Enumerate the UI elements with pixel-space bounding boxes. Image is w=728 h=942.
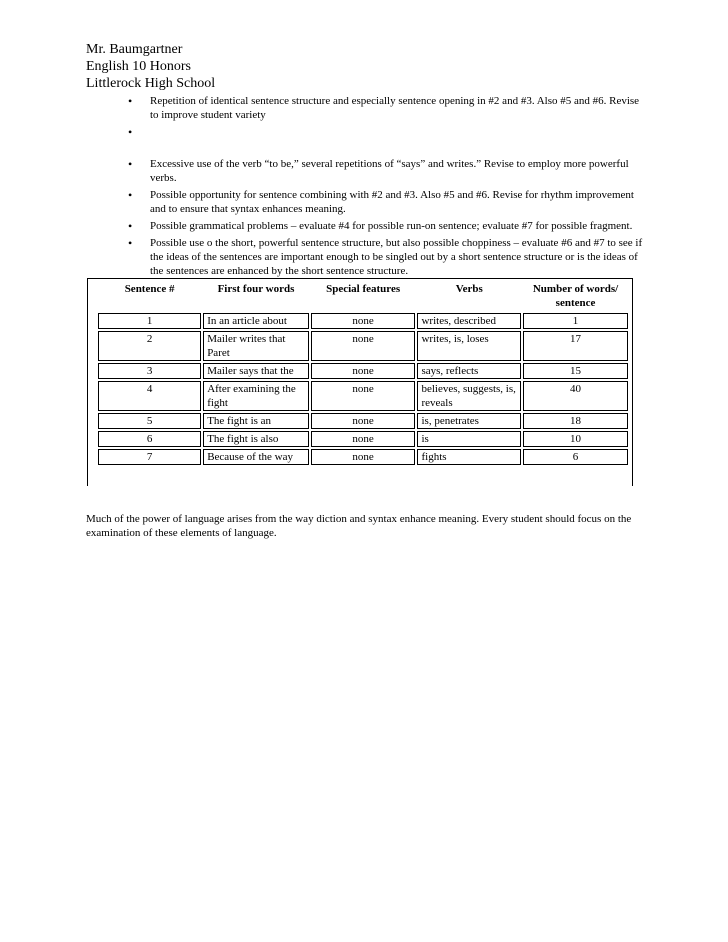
- list-item-text: Repetition of identical sentence structure and especially sentence opening in #2 and #3. Also #5 and #6. Revise to improve student variety: [150, 95, 640, 121]
- bullet-icon: •: [128, 157, 133, 171]
- header-verbs: Verbs: [455, 283, 483, 295]
- list-item-text: Possible grammatical problems – evaluate #4 for possible run-on sentence; evaluate #7 for possible fragment.: [150, 220, 633, 232]
- cell-first-words: After examining the fight: [203, 381, 309, 411]
- list-item: [128, 236, 648, 278]
- cell-first-words: In an article about: [203, 313, 309, 329]
- table-header-row: [98, 281, 628, 311]
- cell-special-features: none: [311, 331, 416, 361]
- cell-word-count: 10: [523, 431, 628, 447]
- cell-first-words: The fight is also: [203, 431, 309, 447]
- list-item: [128, 157, 648, 185]
- cell-verbs: writes, is, loses: [417, 331, 521, 361]
- cell-word-count: 18: [523, 413, 628, 429]
- bullet-icon: •: [128, 236, 133, 250]
- header-special-features: Special features: [326, 283, 401, 295]
- cell-special-features: none: [311, 363, 416, 379]
- teacher-name: Mr. Baumgartner: [86, 42, 183, 57]
- list-item-text: Possible opportunity for sentence combining with #2 and #3. Also #5 and #6. Revise for rhythm improvement and to ensure that syntax enhances meaning.: [150, 189, 634, 215]
- sentence-analysis-table: [96, 279, 630, 467]
- cell-word-count: 17: [523, 331, 628, 361]
- table-row: [98, 313, 628, 329]
- list-item-text: Excessive use of the verb “to be,” several repetitions of “says” and writes.” Revise to employ more powerful verbs.: [150, 158, 629, 184]
- course-name: English 10 Honors: [86, 59, 191, 74]
- cell-sentence-number: 3: [98, 363, 201, 379]
- cell-sentence-number: 5: [98, 413, 201, 429]
- cell-verbs: fights: [417, 449, 521, 465]
- list-item-text: Possible use o the short, powerful sentence structure, but also possible choppiness – evaluate #6 and #7 to see if the ideas of the sentences are important enough to be singled out by a short sentence structure or is the ideas of the sentences are enhanced by the short sentence structure.: [150, 237, 643, 277]
- cell-first-words: Because of the way: [203, 449, 309, 465]
- cell-word-count: 1: [523, 313, 628, 329]
- cell-special-features: none: [311, 413, 416, 429]
- header-first-four-words: First four words: [217, 283, 295, 295]
- bullet-icon: •: [128, 188, 133, 202]
- cell-verbs: is, penetrates: [417, 413, 521, 429]
- cell-verbs: writes, described: [417, 313, 521, 329]
- closing-paragraph: Much of the power of language arises from the way diction and syntax enhance meaning. Every student should focus on the examination of these elements of language.: [86, 513, 632, 539]
- cell-sentence-number: 7: [98, 449, 201, 465]
- cell-sentence-number: 2: [98, 331, 201, 361]
- cell-sentence-number: 6: [98, 431, 201, 447]
- revision-notes-list: [128, 94, 648, 281]
- list-item-empty: [128, 125, 648, 139]
- table-row: [98, 413, 628, 429]
- table-row: [98, 449, 628, 465]
- bullet-icon: •: [128, 125, 133, 139]
- cell-special-features: none: [311, 313, 416, 329]
- header-word-count: Number of words/ sentence: [532, 283, 619, 309]
- table-row: [98, 381, 628, 411]
- cell-sentence-number: 4: [98, 381, 201, 411]
- cell-word-count: 40: [523, 381, 628, 411]
- cell-verbs: is: [417, 431, 521, 447]
- list-item: [128, 219, 648, 233]
- cell-word-count: 15: [523, 363, 628, 379]
- cell-first-words: Mailer says that the: [203, 363, 309, 379]
- cell-word-count: 6: [523, 449, 628, 465]
- bullet-icon: •: [128, 94, 133, 108]
- cell-verbs: says, reflects: [417, 363, 521, 379]
- cell-special-features: none: [311, 449, 416, 465]
- cell-special-features: none: [311, 431, 416, 447]
- cell-special-features: none: [311, 381, 416, 411]
- list-item: [128, 94, 648, 122]
- cell-verbs: believes, suggests, is, reveals: [417, 381, 521, 411]
- cell-sentence-number: 1: [98, 313, 201, 329]
- header-sentence-number: Sentence #: [124, 283, 175, 295]
- cell-first-words: Mailer writes that Paret: [203, 331, 309, 361]
- table-row: [98, 331, 628, 361]
- document-header: [86, 41, 215, 92]
- cell-first-words: The fight is an: [203, 413, 309, 429]
- school-name: Littlerock High School: [86, 76, 216, 91]
- list-item: [128, 188, 648, 216]
- bullet-icon: •: [128, 219, 133, 233]
- table-row: [98, 363, 628, 379]
- table-row: [98, 431, 628, 447]
